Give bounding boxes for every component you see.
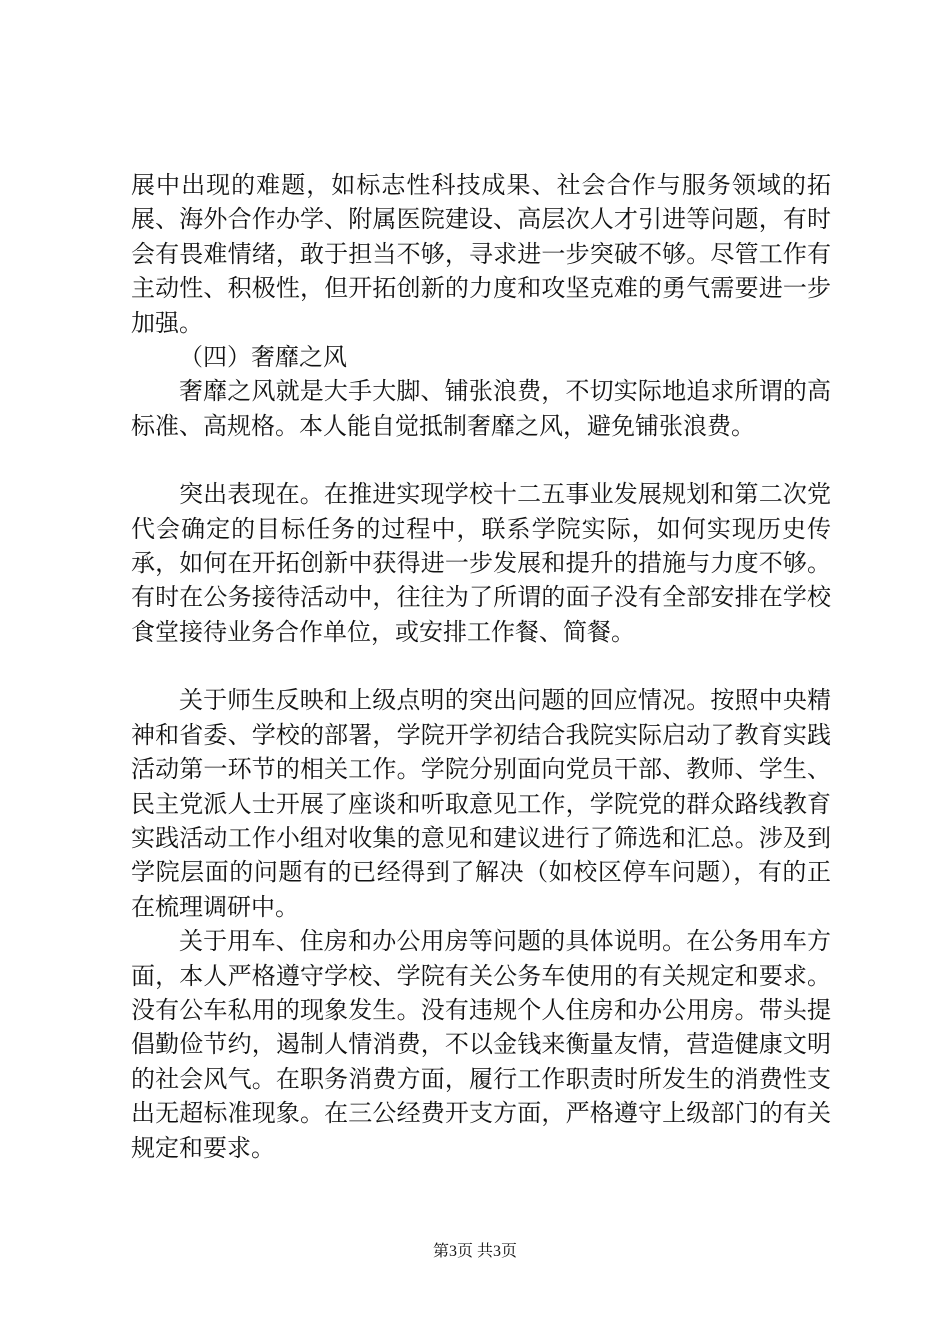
page-footer: 第3页 共3页 bbox=[432, 1243, 517, 1260]
paragraph: 关于师生反映和上级点明的突出问题的回应情况。按照中央精神和省委、学校的部署，学院开学初结合我院实际启动了教育实践活动第一环节的相关工作。学院分别面向党员干部、教师、学生、民主党派人士开展了座谈和听取意见工作，学院党的群众路线教育实践活动工作小组对收集的意见和建议进行了筛选和汇总。涉及到学院层面的问题有的已经得到了解决（如校区停车问题），有的正在梳理调研中。 bbox=[131, 686, 831, 921]
paragraph-continued: 展中出现的难题，如标志性科技成果、社会合作与服务领域的拓展、海外合作办学、附属医院建设、高层次人才引进等问题，有时会有畏难情绪，敢于担当不够，寻求进一步突破不够。尽管工作有主动性、积极性，但开拓创新的力度和攻坚克难的勇气需要进一步加强。 bbox=[131, 171, 831, 337]
section-heading: （四）奢靡之风 bbox=[179, 343, 347, 372]
document-body bbox=[131, 168, 831, 1165]
paragraph: 关于用车、住房和办公用房等问题的具体说明。在公务用车方面，本人严格遵守学校、学院有关公务车使用的有关规定和要求。没有公车私用的现象发生。没有违规个人住房和办公用房。带头提倡勤俭节约，遏制人情消费，不以金钱来衡量友情，营造健康文明的社会风气。在职务消费方面，履行工作职责时所发生的消费性支出无超标准现象。在三公经费开支方面，严格遵守上级部门的有关规定和要求。 bbox=[131, 927, 831, 1162]
paragraph: 突出表现在。在推进实现学校十二五事业发展规划和第二次党代会确定的目标任务的过程中，联系学院实际，如何实现历史传承，如何在开拓创新中获得进一步发展和提升的措施与力度不够。有时在公务接待活动中，往往为了所谓的面子没有全部安排在学校食堂接待业务合作单位，或安排工作餐、简餐。 bbox=[131, 480, 831, 646]
paragraph: 奢靡之风就是大手大脚、铺张浪费，不切实际地追求所谓的高标准、高规格。本人能自觉抵制奢靡之风，避免铺张浪费。 bbox=[131, 377, 831, 440]
